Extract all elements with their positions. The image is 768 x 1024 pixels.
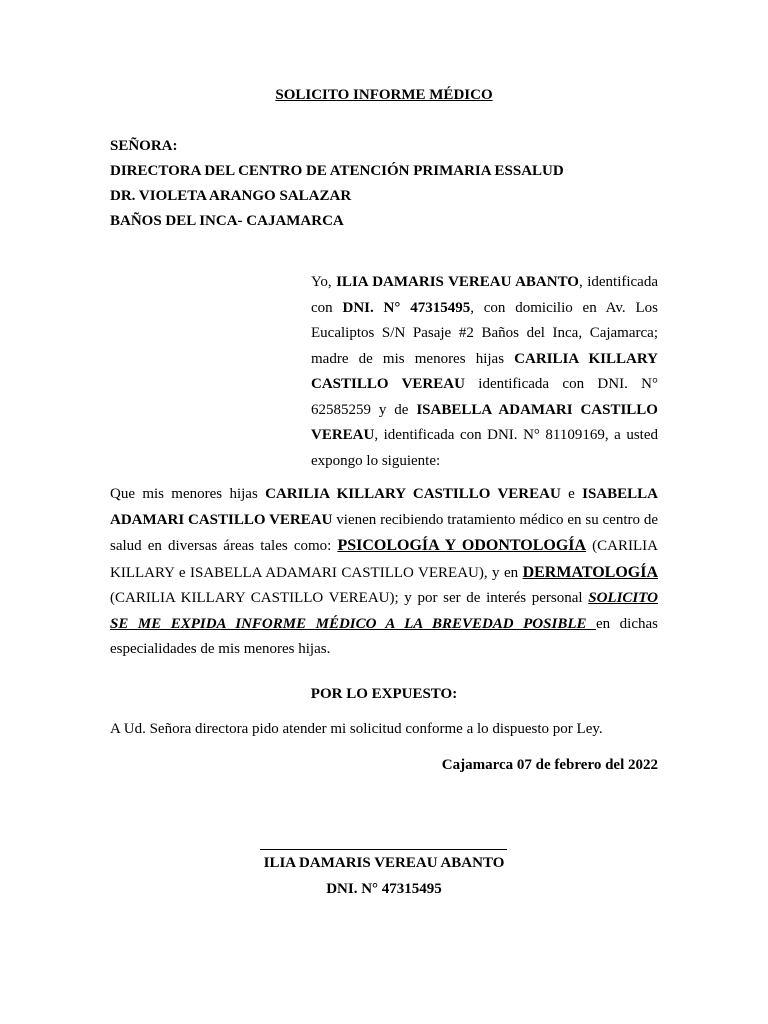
request-statement: SOLICITO SE ME EXPIDA INFORME MÉDICO A LA BREVEDAD POSIBLE <box>110 590 658 632</box>
addressee-salutation: SEÑORA: <box>110 138 178 154</box>
body-text: en dichas especialidades de mis menores hijas. <box>110 615 658 657</box>
child2-name: ISABELLA ADAMARI CASTILLO VEREAU <box>311 401 658 443</box>
addressee-position: DIRECTORA DEL CENTRO DE ATENCIÓN PRIMARIA ESSALUD <box>110 163 564 179</box>
addressee-location: BAÑOS DEL INCA- CAJAMARCA <box>110 213 344 229</box>
addressee-name: DR. VIOLETA ARANGO SALAZAR <box>110 188 352 204</box>
intro-text: , identificada con DNI. N° 81109169, a usted expongo lo siguiente: <box>311 427 658 469</box>
document-date: Cajamarca 07 de febrero del 2022 <box>441 757 658 773</box>
signature-dni: DNI. N° 47315495 <box>326 881 442 897</box>
intro-text: identificada con DNI. N° 62585259 y de <box>311 376 658 418</box>
body-text: vienen recibiendo tratamiento médico en su centro de salud en diversas áreas tales como: <box>110 511 658 554</box>
specialty-dermatology: DERMATOLOGÍA <box>522 563 658 581</box>
body-paragraph <box>110 482 658 663</box>
body-text: Que mis menores hijas <box>110 486 266 502</box>
child1-name: CARILIA KILLARY CASTILLO VEREAU <box>311 350 658 392</box>
body-text: (CARILIA KILLARY e ISABELLA ADAMARI CASTILLO VEREAU), y en <box>110 538 658 581</box>
intro-text: Yo, <box>311 274 337 290</box>
intro-text: , identificada con <box>311 274 659 316</box>
body-text: e <box>560 486 583 502</box>
intro-paragraph <box>311 270 658 474</box>
closing-sentence: A Ud. Señora directora pido atender mi solicitud conforme a lo dispuesto por Ley. <box>110 721 603 737</box>
child2-name: ISABELLA ADAMARI CASTILLO VEREAU <box>110 486 658 528</box>
document-title: SOLICITO INFORME MÉDICO <box>275 87 493 103</box>
signature-line <box>260 849 507 850</box>
specialties-primary: PSICOLOGÍA Y ODONTOLOGÍA <box>337 537 587 554</box>
signature-name: ILIA DAMARIS VEREAU ABANTO <box>263 855 505 871</box>
applicant-dni: DNI. N° 47315495 <box>342 299 471 316</box>
intro-text: , con domicilio en Av. Los Eucaliptos S/N Pasaje #2 Baños del Inca, Cajamarca; madre de mis menores hijas <box>311 299 658 367</box>
body-text: (CARILIA KILLARY CASTILLO VEREAU); y por ser de interés personal <box>110 590 589 606</box>
por-lo-expuesto-heading: POR LO EXPUESTO: <box>310 686 458 702</box>
applicant-name: ILIA DAMARIS VEREAU ABANTO <box>336 274 579 290</box>
addressee-block <box>110 134 670 234</box>
child1-name: CARILIA KILLARY CASTILLO VEREAU <box>265 486 561 502</box>
